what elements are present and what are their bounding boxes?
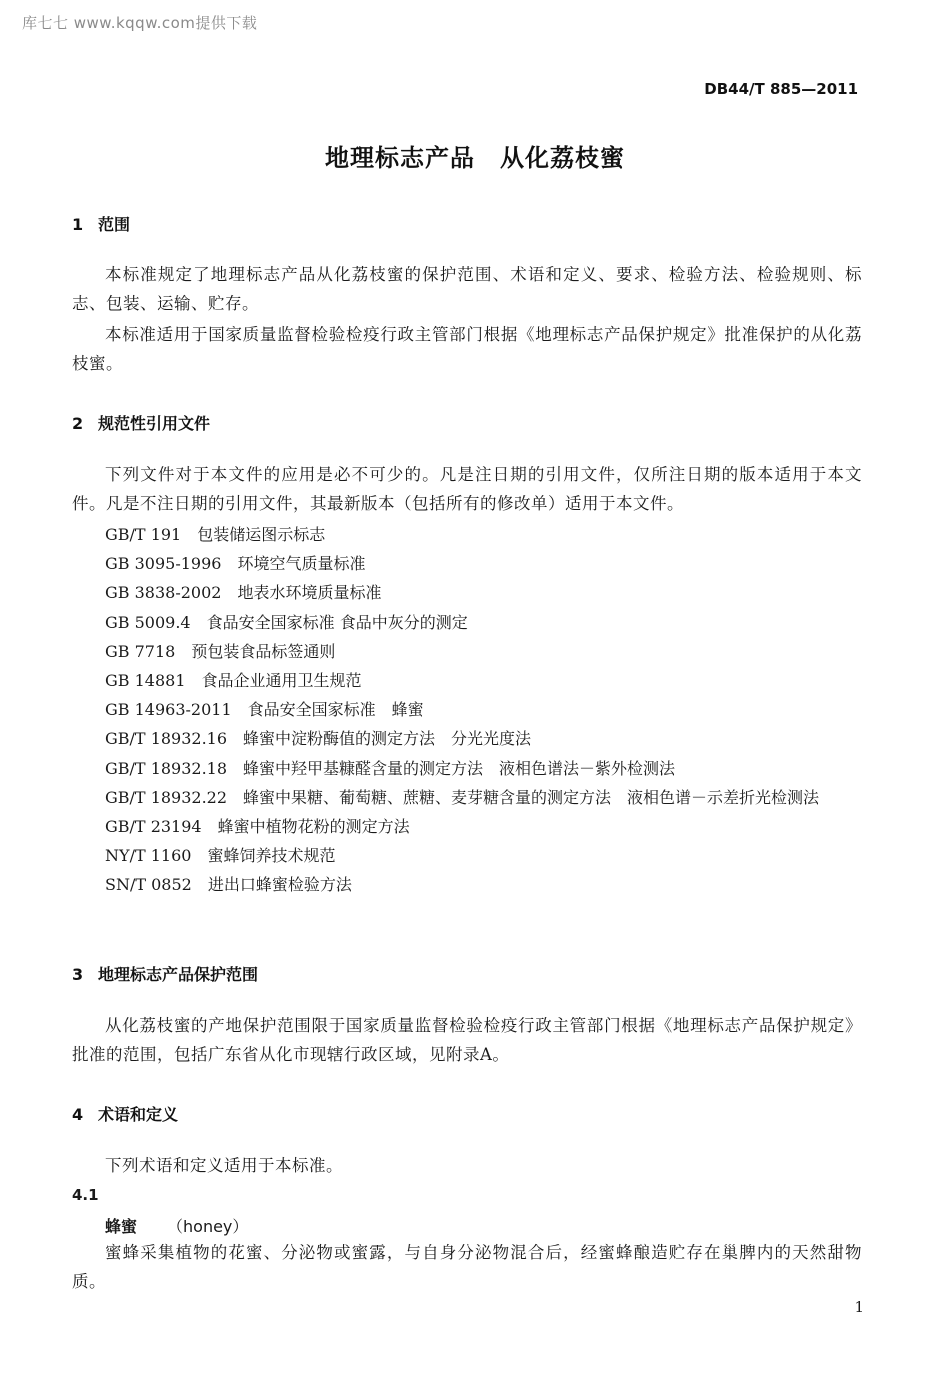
normative-references-list bbox=[72, 520, 862, 900]
reference-title: 环境空气质量标准 bbox=[237, 554, 366, 574]
term-definition: 蜜蜂采集植物的花蜜、分泌物或蜜露，与自身分泌物混合后，经蜜蜂酿造贮存在巢脾内的天然甜物质。 bbox=[72, 1243, 862, 1291]
reference-code: GB 3095-1996 bbox=[105, 554, 222, 574]
reference-title: 包装储运图示标志 bbox=[197, 525, 326, 544]
reference-item bbox=[72, 608, 862, 637]
reference-title: 食品企业通用卫生规范 bbox=[201, 671, 362, 691]
reference-item bbox=[72, 783, 862, 812]
section-1-paragraph-2: 本标准适用于国家质量监督检验检疫行政主管部门根据《地理标志产品保护规定》批准保护的从化荔枝蜜。 bbox=[72, 325, 862, 373]
section-2-heading bbox=[72, 411, 210, 434]
term-english: （honey） bbox=[167, 1217, 249, 1236]
section-1-heading bbox=[72, 212, 130, 235]
reference-item bbox=[72, 520, 862, 549]
reference-title: 预包装食品标签通则 bbox=[191, 641, 336, 661]
section-3-paragraph: 从化荔枝蜜的产地保护范围限于国家质量监督检验检疫行政主管部门根据《地理标志产品保护规定》批准的范围，包括广东省从化市现辖行政区域，见附录A。 bbox=[72, 1016, 862, 1064]
reference-title: 食品安全国家标准 蜂蜜 bbox=[247, 700, 424, 720]
reference-code: SN/T 0852 bbox=[105, 875, 192, 895]
reference-code: GB/T 23194 bbox=[105, 817, 202, 837]
term-chinese: 蜂蜜 bbox=[105, 1217, 138, 1236]
section-2-intro: 下列文件对于本文件的应用是必不可少的。凡是注日期的引用文件，仅所注日期的版本适用于本文件。凡是不注日期的引用文件，其最新版本（包括所有的修改单）适用于本文件。 bbox=[72, 465, 862, 513]
reference-code: GB/T 18932.18 bbox=[105, 758, 228, 778]
reference-title: 食品安全国家标准 食品中灰分的测定 bbox=[206, 612, 468, 632]
reference-title: 蜂蜜中淀粉酶值的测定方法 分光光度法 bbox=[243, 729, 532, 749]
section-title: 地理标志产品保护范围 bbox=[98, 965, 259, 984]
section-1-paragraph-1: 本标准规定了地理标志产品从化荔枝蜜的保护范围、术语和定义、要求、检验方法、检验规则、标志、包装、运输、贮存。 bbox=[72, 265, 862, 313]
reference-title: 蜂蜜中羟甲基糠醛含量的测定方法 液相色谱法－紫外检测法 bbox=[243, 758, 676, 778]
reference-item bbox=[72, 754, 862, 783]
page-number: 1 bbox=[854, 1298, 864, 1316]
section-number: 4 bbox=[72, 1105, 84, 1124]
reference-item bbox=[72, 666, 862, 695]
section-number: 3 bbox=[72, 965, 84, 984]
term-entry bbox=[105, 1214, 248, 1237]
reference-item bbox=[72, 841, 862, 870]
standard-code: DB44/T 885—2011 bbox=[704, 80, 858, 98]
reference-item bbox=[72, 870, 862, 899]
reference-code: GB 5009.4 bbox=[105, 612, 191, 632]
reference-title: 地表水环境质量标准 bbox=[237, 583, 382, 603]
reference-title: 蜂蜜中植物花粉的测定方法 bbox=[217, 817, 410, 837]
section-title: 术语和定义 bbox=[98, 1105, 179, 1124]
reference-item bbox=[72, 724, 862, 753]
section-title: 规范性引用文件 bbox=[98, 414, 211, 433]
reference-code: GB 3838-2002 bbox=[105, 583, 222, 603]
reference-item bbox=[72, 637, 862, 666]
document-title: 地理标志产品 从化荔枝蜜 bbox=[325, 144, 625, 172]
reference-code: GB 7718 bbox=[105, 641, 176, 661]
section-3-heading bbox=[72, 962, 258, 985]
reference-code: GB 14881 bbox=[105, 671, 186, 691]
reference-title: 蜜蜂饲养技术规范 bbox=[207, 846, 336, 866]
section-number: 1 bbox=[72, 215, 84, 234]
reference-code: GB 14963-2011 bbox=[105, 700, 232, 720]
watermark-text: 库七七 www.kqqw.com提供下载 bbox=[22, 14, 258, 32]
reference-item bbox=[72, 549, 862, 578]
reference-title: 进出口蜂蜜检验方法 bbox=[207, 875, 352, 895]
section-4-intro: 下列术语和定义适用于本标准。 bbox=[105, 1156, 343, 1175]
reference-code: NY/T 1160 bbox=[105, 846, 192, 866]
reference-title: 蜂蜜中果糖、葡萄糖、蔗糖、麦芽糖含量的测定方法 液相色谱－示差折光检测法 bbox=[243, 787, 820, 807]
reference-code: GB/T 18932.22 bbox=[105, 787, 228, 807]
reference-item bbox=[72, 695, 862, 724]
reference-code: GB/T 191 bbox=[105, 525, 182, 544]
reference-code: GB/T 18932.16 bbox=[105, 729, 228, 749]
reference-item bbox=[72, 578, 862, 607]
section-number: 2 bbox=[72, 414, 84, 433]
section-4-heading bbox=[72, 1102, 178, 1125]
reference-item bbox=[72, 812, 862, 841]
section-title: 范围 bbox=[98, 215, 131, 234]
clause-number: 4.1 bbox=[72, 1186, 99, 1204]
